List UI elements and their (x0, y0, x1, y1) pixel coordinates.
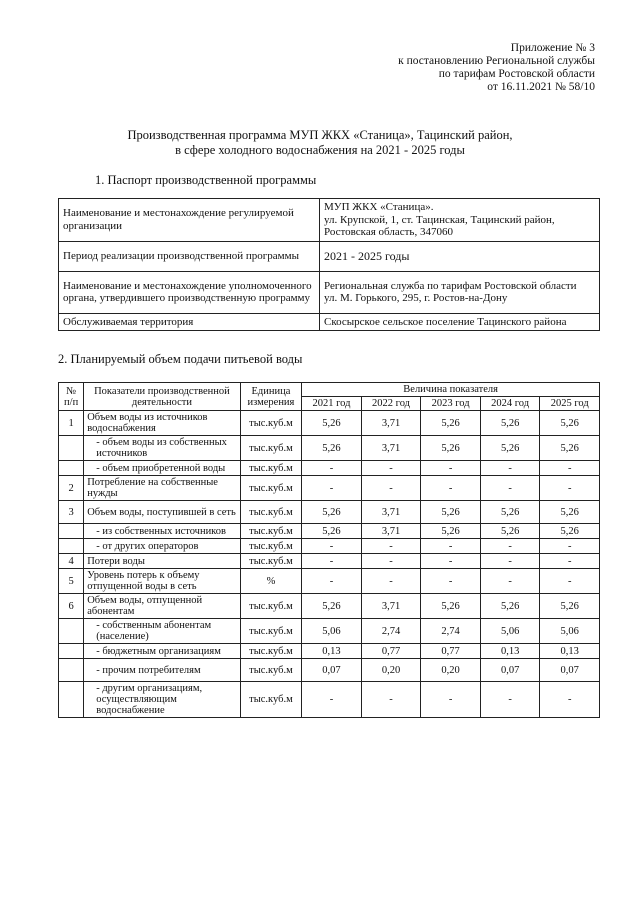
row-value: - (480, 539, 540, 554)
document-title (0, 128, 640, 158)
section-1-heading: 1. Паспорт производственной программы (95, 173, 317, 187)
table-row (59, 569, 600, 594)
row-indicator: Объем воды из источников водоснабжения (84, 411, 240, 436)
row-value: 5,26 (540, 411, 600, 436)
row-value: - (361, 461, 421, 476)
row-number: 3 (59, 501, 84, 524)
row-number: 1 (59, 411, 84, 436)
row-value: - (540, 682, 600, 718)
row-unit: тыс.куб.м (240, 461, 302, 476)
row-value: 5,26 (480, 436, 540, 461)
header-year: 2025 год (540, 397, 600, 411)
table-row (59, 554, 600, 569)
row-number: 6 (59, 594, 84, 619)
passport-value-line: ул. Крупской, 1, ст. Тацинская, Тацинский район, (324, 213, 555, 226)
row-value: 3,71 (361, 436, 421, 461)
row-unit: тыс.куб.м (240, 594, 302, 619)
table-header-row (59, 383, 600, 397)
row-indicator: - другим организациям, осуществляющим водоснабжение (84, 682, 240, 718)
header-year: 2023 год (421, 397, 481, 411)
row-value: 0,20 (421, 659, 481, 682)
row-indicator: Объем воды, отпущенной абонентам (84, 594, 240, 619)
row-unit: тыс.куб.м (240, 659, 302, 682)
row-number (59, 644, 84, 659)
row-value: 5,06 (480, 619, 540, 644)
row-value: 5,26 (540, 524, 600, 539)
row-value: - (302, 476, 362, 501)
row-indicator: - бюджетным организациям (84, 644, 240, 659)
row-number (59, 619, 84, 644)
row-value: 5,26 (302, 436, 362, 461)
header-number: № п/п (59, 383, 84, 411)
appendix-date: от 16.11.2021 № 58/10 (487, 81, 595, 93)
header-year: 2021 год (302, 397, 362, 411)
passport-value-line: МУП ЖКХ «Станица». (324, 201, 434, 213)
table-row (59, 436, 600, 461)
row-value: 5,26 (302, 594, 362, 619)
row-value: 0,77 (421, 644, 481, 659)
row-value: 5,26 (540, 501, 600, 524)
row-value: 0,07 (302, 659, 362, 682)
table-row (59, 411, 600, 436)
passport-row (59, 199, 600, 242)
row-value: - (361, 476, 421, 501)
row-unit: тыс.куб.м (240, 501, 302, 524)
row-value: 5,06 (302, 619, 362, 644)
appendix-header (398, 42, 595, 94)
row-value: 5,26 (421, 411, 481, 436)
row-value: - (361, 682, 421, 718)
row-value: - (421, 682, 481, 718)
row-value: 5,26 (421, 594, 481, 619)
passport-row (59, 313, 600, 331)
row-value: 5,26 (302, 411, 362, 436)
passport-label: Обслуживаемая территория (59, 313, 320, 331)
row-number (59, 539, 84, 554)
row-unit: тыс.куб.м (240, 539, 302, 554)
passport-value-line: Скосырское сельское поселение Тацинского района (324, 315, 567, 328)
row-value: 5,26 (421, 501, 481, 524)
row-unit: тыс.куб.м (240, 619, 302, 644)
row-value: - (421, 476, 481, 501)
row-unit: тыс.куб.м (240, 436, 302, 461)
row-value: - (421, 554, 481, 569)
row-value: 5,26 (540, 436, 600, 461)
passport-value (320, 271, 600, 313)
table-row (59, 682, 600, 718)
passport-row (59, 241, 600, 271)
row-indicator: - объем приобретенной воды (84, 461, 240, 476)
table-row (59, 501, 600, 524)
passport-value (320, 199, 600, 242)
row-unit: тыс.куб.м (240, 524, 302, 539)
row-value: 3,71 (361, 594, 421, 619)
passport-value (320, 313, 600, 331)
row-value: 5,26 (302, 501, 362, 524)
row-value: 5,26 (421, 436, 481, 461)
passport-value-line: ул. М. Горького, 295, г. Ростов-на-Дону (324, 292, 508, 304)
table-row (59, 619, 600, 644)
row-number (59, 436, 84, 461)
row-value: 3,71 (361, 524, 421, 539)
table-row (59, 644, 600, 659)
appendix-number: Приложение № 3 (510, 42, 595, 54)
row-value: 5,26 (302, 524, 362, 539)
passport-value-line: 2021 - 2025 годы (324, 248, 410, 263)
passport-value-line: Региональная служба по тарифам Ростовской области (324, 279, 577, 292)
row-unit: тыс.куб.м (240, 411, 302, 436)
row-unit: тыс.куб.м (240, 476, 302, 501)
passport-label: Наименование и местонахождение уполномоченного органа, утвердившего производственную программу (59, 271, 320, 313)
row-value: - (540, 539, 600, 554)
row-value: - (540, 461, 600, 476)
row-value: 2,74 (361, 619, 421, 644)
passport-row (59, 271, 600, 313)
row-value: 0,13 (540, 644, 600, 659)
row-value: - (302, 461, 362, 476)
row-unit: % (240, 569, 302, 594)
row-value: 5,26 (480, 594, 540, 619)
row-number (59, 461, 84, 476)
header-value-group: Величина показателя (302, 383, 600, 397)
title-line-1: Производственная программа МУП ЖКХ «Станица», Тацинский район, (127, 128, 513, 142)
row-number (59, 682, 84, 718)
row-value: 5,26 (480, 524, 540, 539)
passport-value-line: Ростовская область, 347060 (324, 226, 453, 238)
row-value: - (480, 476, 540, 501)
section-2-heading: 2. Планируемый объем подачи питьевой воды (58, 352, 303, 366)
table-row (59, 524, 600, 539)
row-unit: тыс.куб.м (240, 644, 302, 659)
row-value: - (540, 569, 600, 594)
row-number: 2 (59, 476, 84, 501)
passport-table (58, 198, 600, 331)
row-value: - (421, 569, 481, 594)
header-unit: Единица измерения (240, 383, 302, 411)
row-value: 3,71 (361, 411, 421, 436)
row-value: - (361, 569, 421, 594)
row-value: - (540, 554, 600, 569)
table-row (59, 594, 600, 619)
header-year: 2024 год (480, 397, 540, 411)
appendix-authority: по тарифам Ростовской области (438, 68, 595, 80)
row-number (59, 659, 84, 682)
row-value: - (361, 539, 421, 554)
row-indicator: - от других операторов (84, 539, 240, 554)
row-value: - (480, 682, 540, 718)
row-value: - (302, 569, 362, 594)
row-value: 0,20 (361, 659, 421, 682)
row-number: 4 (59, 554, 84, 569)
row-value: - (421, 539, 481, 554)
row-value: 0,07 (540, 659, 600, 682)
row-indicator: - из собственных источников (84, 524, 240, 539)
row-value: 5,06 (540, 619, 600, 644)
row-value: 3,71 (361, 501, 421, 524)
row-indicator: Объем воды, поступившей в сеть (84, 501, 240, 524)
table-row (59, 476, 600, 501)
table-row (59, 461, 600, 476)
appendix-resolution: к постановлению Региональной службы (398, 55, 595, 67)
row-value: 0,77 (361, 644, 421, 659)
row-indicator: Уровень потерь к объему отпущенной воды в сеть (84, 569, 240, 594)
row-value: 5,26 (480, 501, 540, 524)
row-value: 2,74 (421, 619, 481, 644)
row-value: - (480, 554, 540, 569)
table-row (59, 539, 600, 554)
row-value: 0,13 (302, 644, 362, 659)
row-indicator: Потери воды (84, 554, 240, 569)
row-value: - (480, 461, 540, 476)
row-number: 5 (59, 569, 84, 594)
passport-label: Наименование и местонахождение регулируемой организации (59, 199, 320, 242)
row-indicator: - собственным абонентам (население) (84, 619, 240, 644)
header-indicator: Показатели производственной деятельности (84, 383, 240, 411)
row-unit: тыс.куб.м (240, 554, 302, 569)
row-value: - (302, 682, 362, 718)
row-value: 0,07 (480, 659, 540, 682)
table-row (59, 659, 600, 682)
title-line-2: в сфере холодного водоснабжения на 2021 - 2025 годы (175, 143, 465, 157)
row-value: - (302, 554, 362, 569)
row-value: 0,13 (480, 644, 540, 659)
row-unit: тыс.куб.м (240, 682, 302, 718)
row-indicator: - прочим потребителям (84, 659, 240, 682)
passport-value (320, 241, 600, 271)
row-number (59, 524, 84, 539)
row-value: 5,26 (480, 411, 540, 436)
row-value: - (302, 539, 362, 554)
row-indicator: - объем воды из собственных источников (84, 436, 240, 461)
row-value: - (361, 554, 421, 569)
row-value: 5,26 (540, 594, 600, 619)
header-year: 2022 год (361, 397, 421, 411)
row-indicator: Потребление на собственные нужды (84, 476, 240, 501)
row-value: 5,26 (421, 524, 481, 539)
row-value: - (480, 569, 540, 594)
row-value: - (421, 461, 481, 476)
row-value: - (540, 476, 600, 501)
water-volume-table (58, 382, 600, 718)
passport-label: Период реализации производственной программы (59, 241, 320, 271)
